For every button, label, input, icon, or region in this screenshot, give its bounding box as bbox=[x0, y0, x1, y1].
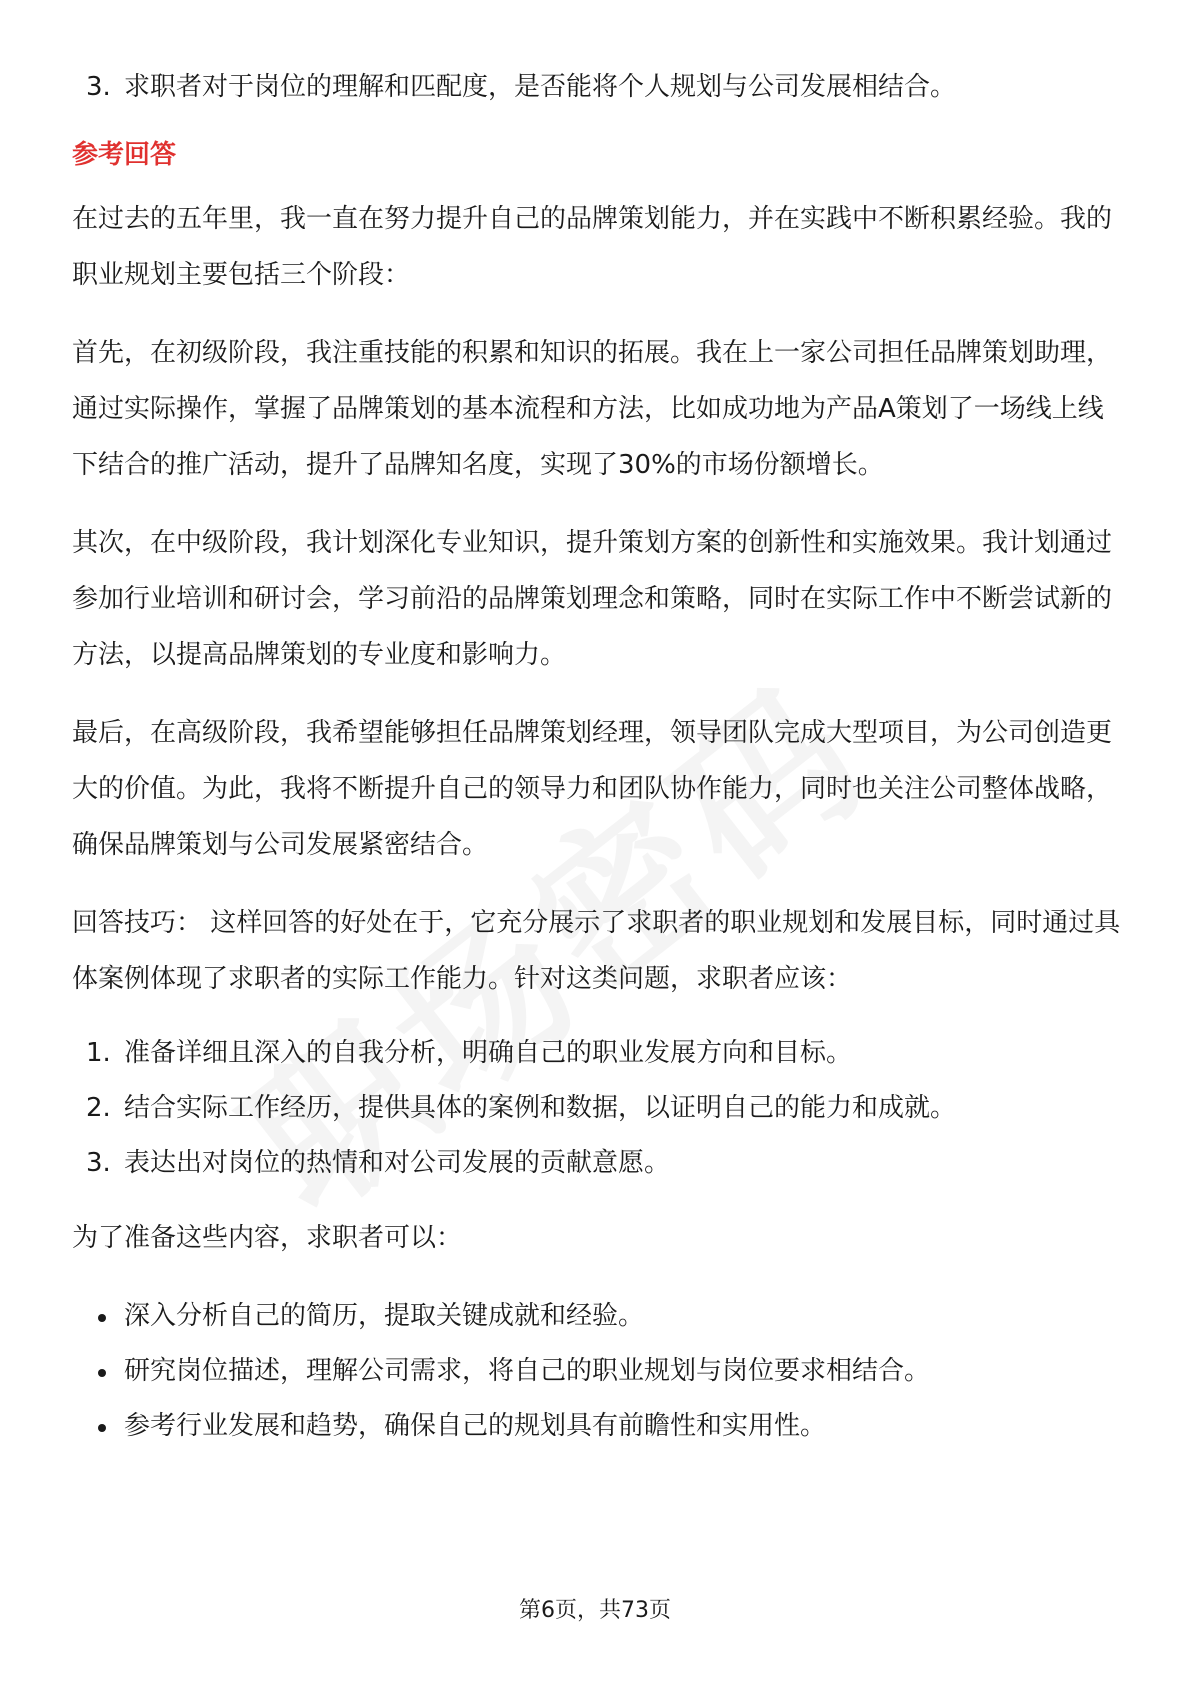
list-number: 2. bbox=[86, 1093, 111, 1123]
prep-bullet-item bbox=[72, 1354, 1122, 1388]
list-text: 表达出对岗位的热情和对公司发展的贡献意愿。 bbox=[124, 1148, 671, 1178]
page-content bbox=[72, 60, 1122, 1443]
paragraph-prep-intro: 为了准备这些内容，求职者可以： bbox=[72, 1223, 463, 1253]
bullet-icon bbox=[98, 1424, 106, 1432]
paragraph-stage-2: 其次，在中级阶段，我计划深化专业知识，提升策划方案的创新性和实施效果。我计划通过参加行业培训和研讨会，学习前沿的品牌策划理念和策略，同时在实际工作中不断尝试新的方法，以提高品牌策划的专业度和影响力。 bbox=[72, 528, 1113, 670]
list-number: 1. bbox=[86, 1038, 111, 1068]
prep-bullet-item bbox=[72, 1409, 1122, 1443]
paragraph-stage-3: 最后，在高级阶段，我希望能够担任品牌策划经理，领导团队完成大型项目，为公司创造更大的价值。为此，我将不断提升自己的领导力和团队协作能力，同时也关注公司整体战略，确保品牌策划与公司发展紧密结合。 bbox=[72, 718, 1113, 860]
list-text: 求职者对于岗位的理解和匹配度，是否能将个人规划与公司发展相结合。 bbox=[124, 72, 957, 102]
list-text: 结合实际工作经历，提供具体的案例和数据，以证明自己的能力和成就。 bbox=[124, 1093, 957, 1123]
bullet-icon bbox=[98, 1314, 106, 1322]
tips-list-item bbox=[72, 1091, 1122, 1125]
list-number: 3. bbox=[86, 72, 111, 102]
page-footer: 第6页，共73页 bbox=[519, 1598, 671, 1623]
paragraph-tips: 回答技巧： 这样回答的好处在于，它充分展示了求职者的职业规划和发展目标，同时通过具体案例体现了求职者的实际工作能力。针对这类问题，求职者应该： bbox=[72, 908, 1121, 994]
prep-bullet-item bbox=[72, 1299, 1122, 1333]
tips-list-item bbox=[72, 1036, 1122, 1070]
bullet-text: 研究岗位描述，理解公司需求，将自己的职业规划与岗位要求相结合。 bbox=[124, 1356, 931, 1386]
bullet-text: 参考行业发展和趋势，确保自己的规划具有前瞻性和实用性。 bbox=[124, 1411, 827, 1441]
section-heading: 参考回答 bbox=[72, 140, 177, 170]
list-text: 准备详细且深入的自我分析，明确自己的职业发展方向和目标。 bbox=[124, 1038, 853, 1068]
list-number: 3. bbox=[86, 1148, 111, 1178]
paragraph-intro: 在过去的五年里，我一直在努力提升自己的品牌策划能力，并在实践中不断积累经验。我的职业规划主要包括三个阶段： bbox=[72, 204, 1113, 290]
intro-list-item bbox=[72, 70, 1122, 104]
tips-list-item bbox=[72, 1146, 1122, 1180]
bullet-text: 深入分析自己的简历，提取关键成就和经验。 bbox=[124, 1301, 645, 1331]
bullet-icon bbox=[98, 1369, 106, 1377]
paragraph-stage-1: 首先，在初级阶段，我注重技能的积累和知识的拓展。我在上一家公司担任品牌策划助理，通过实际操作，掌握了品牌策划的基本流程和方法，比如成功地为产品A策划了一场线上线下结合的推广活动，提升了品牌知名度，实现了30%的市场份额增长。 bbox=[72, 338, 1113, 480]
